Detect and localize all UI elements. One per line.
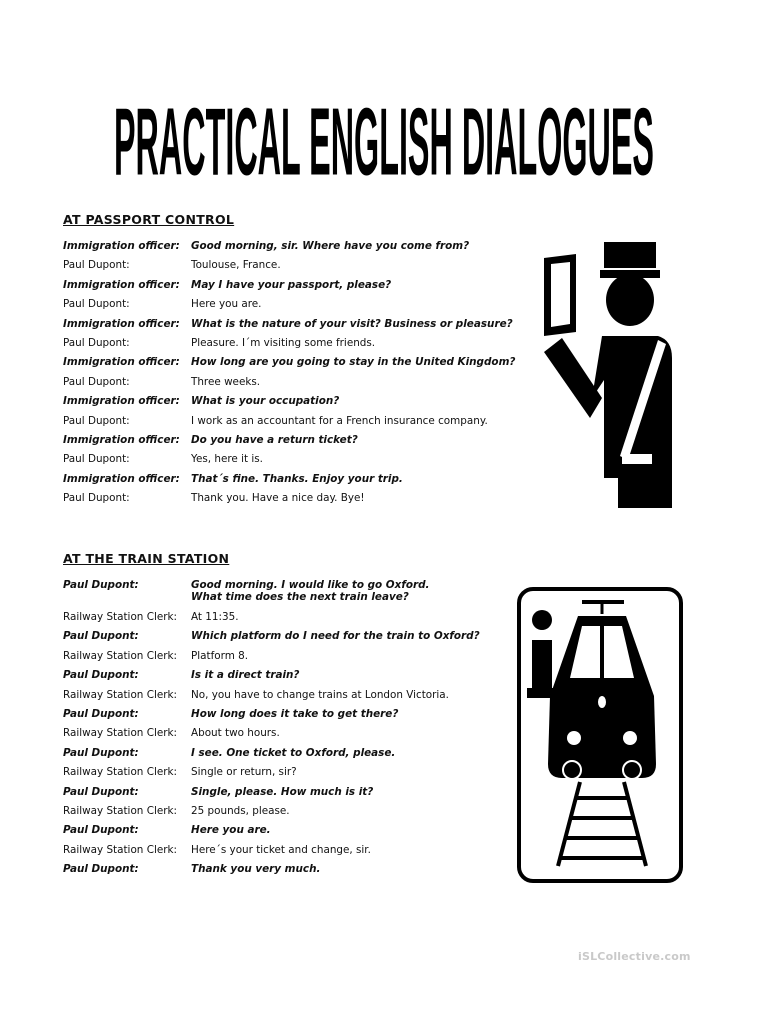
speech: How long are you going to stay in the United Kingdom? [191, 356, 516, 369]
speech: Single, please. How much is it? [191, 785, 374, 798]
speaker: Paul Dupont: [63, 863, 139, 876]
dialogue-line [63, 611, 533, 630]
speech: Here you are. [191, 824, 271, 837]
dialogue-line [63, 298, 533, 317]
speech: Here´s your ticket and change, sir. [191, 843, 371, 856]
dialogue-line [63, 844, 533, 863]
dialogue-line [63, 630, 533, 649]
section-heading-train: AT THE TRAIN STATION [63, 551, 230, 566]
speaker: Railway Station Clerk: [63, 804, 178, 817]
speech: How long does it take to get there? [191, 707, 399, 720]
dialogue-line [63, 766, 533, 785]
speech-line-1: Good morning. I would like to go Oxford. [191, 579, 430, 591]
speaker: Paul Dupont: [63, 453, 130, 466]
speaker: Paul Dupont: [63, 785, 139, 798]
speech: Which platform do I need for the train to Oxford? [191, 630, 480, 643]
dialogue-line [63, 492, 533, 511]
dialogue-line [63, 240, 533, 259]
speaker: Immigration officer: [63, 356, 180, 369]
dialogue-line [63, 727, 533, 746]
dialogue-line [63, 395, 533, 414]
dialogue-line [63, 434, 533, 453]
speaker: Paul Dupont: [63, 630, 139, 643]
speech: I work as an accountant for a French insurance company. [191, 414, 488, 427]
speech: Do you have a return ticket? [191, 433, 358, 446]
speaker: Railway Station Clerk: [63, 611, 178, 623]
speech: May I have your passport, please? [191, 278, 392, 291]
speaker: Paul Dupont: [63, 336, 130, 349]
speaker: Immigration officer: [63, 395, 180, 408]
speech: About two hours. [191, 727, 280, 740]
speech: 25 pounds, please. [191, 804, 290, 817]
immigration-officer-icon [540, 240, 675, 510]
speaker: Railway Station Clerk: [63, 688, 178, 701]
page-title [112, 82, 657, 190]
speaker: Immigration officer: [63, 317, 180, 330]
dialogue-line [63, 453, 533, 472]
dialogue-line [63, 356, 533, 375]
dialogue-line [63, 669, 533, 688]
dialogue-line [63, 415, 533, 434]
speech [191, 579, 533, 603]
speech: What is your occupation? [191, 395, 340, 408]
speech: Good morning, sir. Where have you come from? [191, 240, 470, 252]
dialogue-passport-control [63, 240, 533, 511]
dialogue-line [63, 747, 533, 766]
page-title-text: PRACTICAL ENGLISH DIALOGUES [114, 87, 655, 190]
section-heading-passport: AT PASSPORT CONTROL [63, 212, 235, 227]
dialogue-line [63, 650, 533, 669]
speech: Three weeks. [191, 375, 261, 388]
speaker: Paul Dupont: [63, 259, 130, 272]
speaker: Paul Dupont: [63, 707, 139, 720]
speech: Thank you very much. [191, 863, 321, 876]
speech: Thank you. Have a nice day. Bye! [191, 492, 365, 505]
speech: I see. One ticket to Oxford, please. [191, 746, 396, 759]
speech: Single or return, sir? [191, 766, 297, 779]
speaker: Immigration officer: [63, 433, 180, 446]
speaker: Paul Dupont: [63, 492, 130, 505]
dialogue-line [63, 259, 533, 278]
dialogue-line [63, 824, 533, 843]
dialogue-line [63, 786, 533, 805]
speaker: Paul Dupont: [63, 298, 130, 311]
dialogue-train-station [63, 579, 533, 882]
dialogue-line [63, 689, 533, 708]
speech: Pleasure. I´m visiting some friends. [191, 336, 376, 349]
speech: Platform 8. [191, 649, 249, 662]
speech: No, you have to change trains at London Victoria. [191, 688, 449, 701]
speaker: Railway Station Clerk: [63, 843, 178, 856]
speaker: Immigration officer: [63, 472, 180, 485]
speaker: Paul Dupont: [63, 579, 139, 591]
speech: That´s fine. Thanks. Enjoy your trip. [191, 472, 403, 485]
speech: Is it a direct train? [191, 669, 300, 682]
dialogue-line [63, 376, 533, 395]
dialogue-line [63, 318, 533, 337]
speaker: Immigration officer: [63, 278, 180, 291]
watermark: iSLCollective.com [578, 950, 691, 963]
speaker: Railway Station Clerk: [63, 649, 178, 662]
speaker: Paul Dupont: [63, 414, 130, 427]
dialogue-line [63, 473, 533, 492]
speech-line-2: What time does the next train leave? [191, 591, 409, 603]
train-information-icon [516, 586, 684, 884]
speaker: Paul Dupont: [63, 824, 139, 837]
dialogue-line [63, 708, 533, 727]
speech: At 11:35. [191, 611, 239, 623]
speaker: Railway Station Clerk: [63, 766, 178, 779]
speaker: Paul Dupont: [63, 669, 139, 682]
dialogue-line [63, 279, 533, 298]
speech: Yes, here it is. [191, 453, 263, 466]
speaker: Railway Station Clerk: [63, 727, 178, 740]
speaker: Immigration officer: [63, 240, 180, 252]
speech: Here you are. [191, 298, 262, 311]
dialogue-line [63, 337, 533, 356]
dialogue-line [63, 863, 533, 882]
speaker: Paul Dupont: [63, 375, 130, 388]
speech: What is the nature of your visit? Business or pleasure? [191, 317, 513, 330]
dialogue-line [63, 579, 533, 611]
speech: Toulouse, France. [191, 259, 281, 272]
dialogue-line [63, 805, 533, 824]
speaker: Paul Dupont: [63, 746, 139, 759]
